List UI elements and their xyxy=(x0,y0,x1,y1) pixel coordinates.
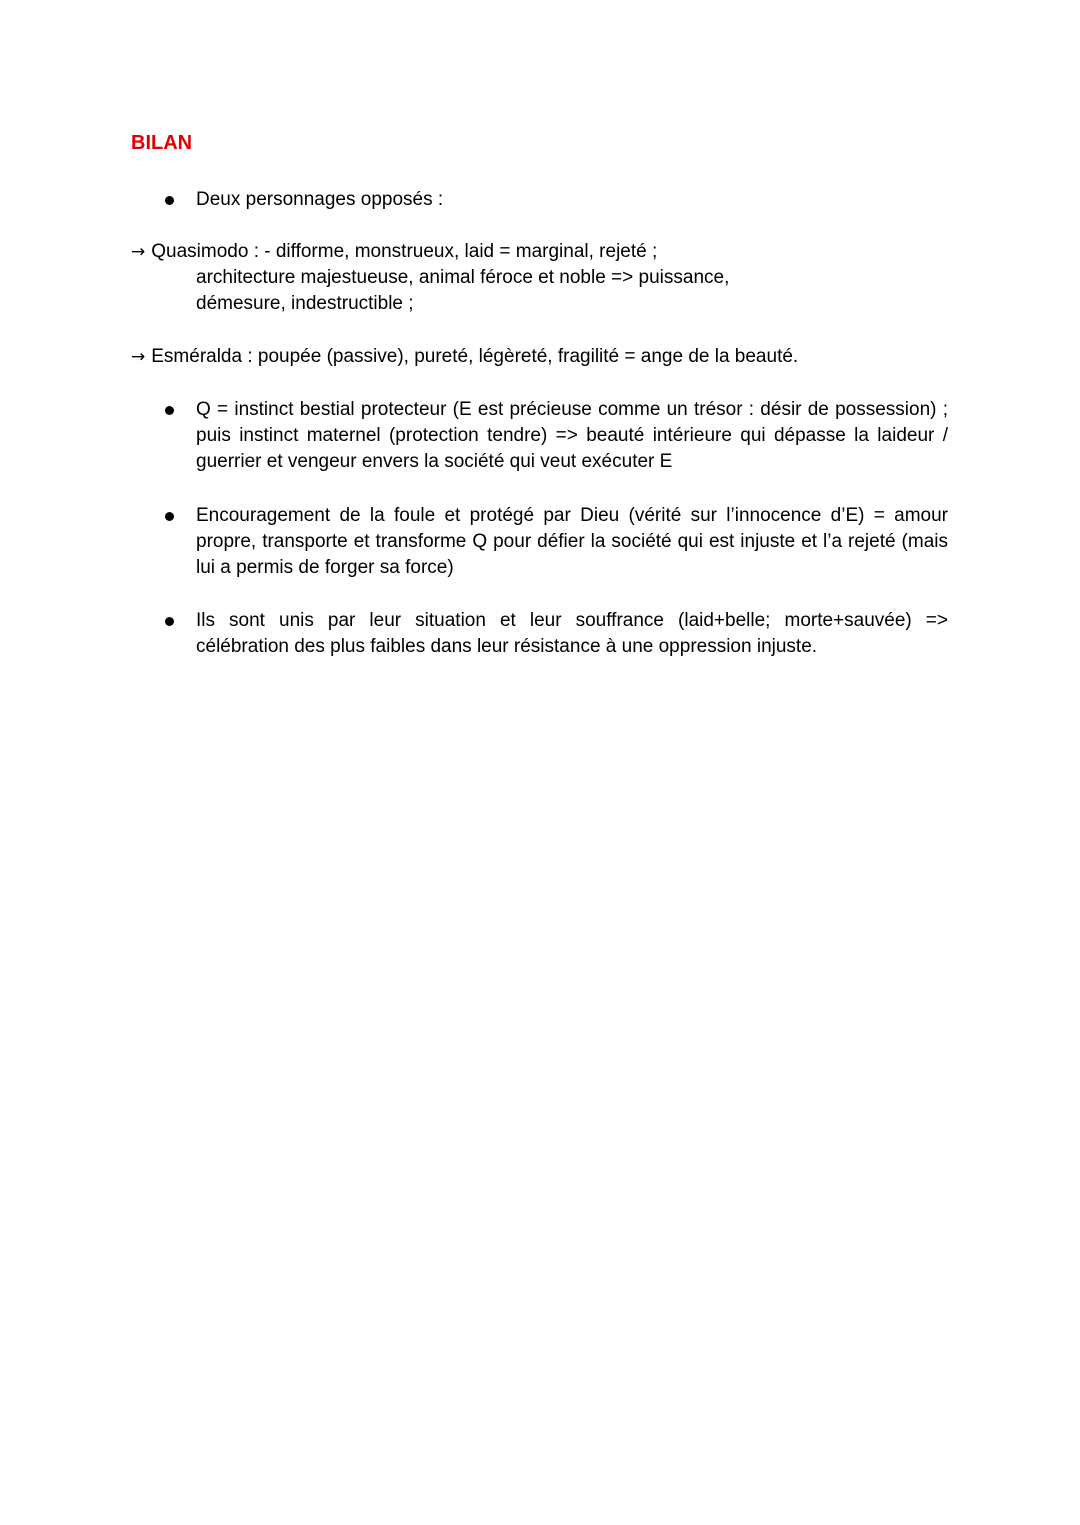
intro-bullet-text: Deux personnages opposés : xyxy=(196,189,444,210)
bullet-icon xyxy=(165,406,174,415)
quasimodo-text-1: Quasimodo : - difforme, monstrueux, laid = marginal, rejeté ; xyxy=(151,241,658,262)
esmeralda-text: Esméralda : poupée (passive), pureté, légèreté, fragilité = ange de la beauté. xyxy=(151,346,799,367)
section-title: BILAN xyxy=(131,132,193,154)
quasimodo-line-1 xyxy=(131,239,951,265)
esmeralda-line xyxy=(131,344,951,370)
bullet-icon xyxy=(165,512,174,521)
bullet-text-1: Q = instinct bestial protecteur (E est précieuse comme un trésor : désir de possession) ; puis instinct maternel (protection tendre) => beauté intérieure qui dépasse la laideur / guerrier et vengeur envers la société qui veut exécuter E xyxy=(196,399,948,472)
bullet-icon xyxy=(165,617,174,626)
bullet-icon xyxy=(165,196,174,205)
right-arrow-icon: → xyxy=(131,242,146,262)
right-arrow-icon: → xyxy=(131,347,146,367)
bullet-text-2: Encouragement de la foule et protégé par Dieu (vérité sur l’innocence d’E) = amour propre, transporte et transforme Q pour défier la société qui est injuste et l’a rejeté (mais lui a permis de forger sa force) xyxy=(196,505,948,578)
bullet-text-3: Ils sont unis par leur situation et leur souffrance (laid+belle; morte+sauvée) => célébration des plus faibles dans leur résistance à une oppression injuste. xyxy=(196,610,948,657)
quasimodo-line-3: démesure, indestructible ; xyxy=(196,293,414,314)
quasimodo-line-2: architecture majestueuse, animal féroce et noble => puissance, xyxy=(196,267,730,288)
